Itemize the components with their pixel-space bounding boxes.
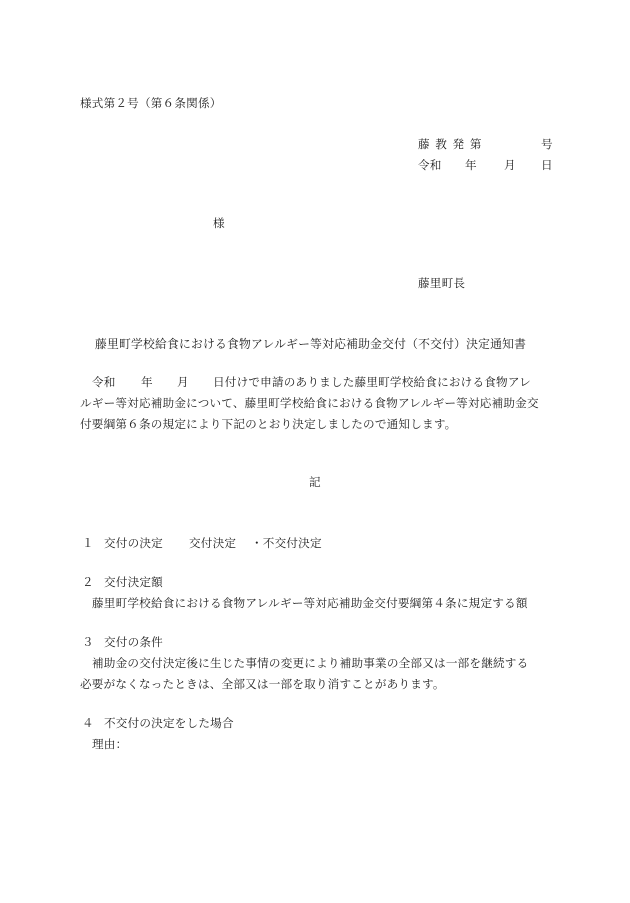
section3-number: ３ [82, 635, 94, 649]
section3-body-line1: 補助金の交付決定後に生じた事情の変更により補助事業の全部又は一部を継続する [92, 656, 529, 670]
section3-body-line2: 必要がなくなったときは、全部又は一部を取り消すことがあります。 [80, 677, 445, 691]
form-number: 様式第２号（第６条関係） [80, 96, 222, 110]
body-line1-rest: 日付けで申請のありました藤里町学校給食における食物アレ [213, 375, 531, 389]
section4-number: ４ [82, 716, 94, 730]
section2-body: 藤里町学校給食における食物アレルギー等対応補助金交付要綱第４条に規定する額 [92, 596, 528, 610]
doc-number-suffix: 号 [541, 137, 553, 151]
section1-title: 交付の決定 [104, 536, 163, 550]
section1-option-nogrant: ・不交付決定 [251, 536, 322, 550]
document-title: 藤里町学校給食における食物アレルギー等対応補助金交付（不交付）決定通知書 [95, 337, 527, 351]
date-era: 令和 [418, 158, 442, 172]
body-month: 月 [177, 375, 189, 389]
section4-title: 不交付の決定をした場合 [104, 716, 234, 730]
date-year: 年 [465, 158, 477, 172]
section1-number: １ [82, 536, 94, 550]
date-month: 月 [504, 158, 516, 172]
section4-reason-label: 理由： [92, 737, 128, 751]
date-day: 日 [541, 158, 553, 172]
body-year: 年 [141, 375, 153, 389]
doc-number-label: 藤 教 発 第 [418, 137, 483, 151]
ki-heading: 記 [309, 475, 321, 489]
body-line3: 付要綱第６条の規定により下記のとおり決定しましたので通知します。 [80, 417, 457, 431]
section2-title: 交付決定額 [104, 575, 163, 589]
sender-name: 藤里町長 [418, 276, 466, 290]
section2-number: ２ [82, 575, 94, 589]
section3-title: 交付の条件 [104, 635, 163, 649]
body-era: 令和 [92, 375, 116, 389]
recipient-honorific: 様 [213, 216, 225, 230]
body-line2: ルギー等対応補助金について、藤里町学校給食における食物アレルギー等対応補助金交 [80, 396, 539, 410]
section1-option-grant: 交付決定 [189, 536, 237, 550]
